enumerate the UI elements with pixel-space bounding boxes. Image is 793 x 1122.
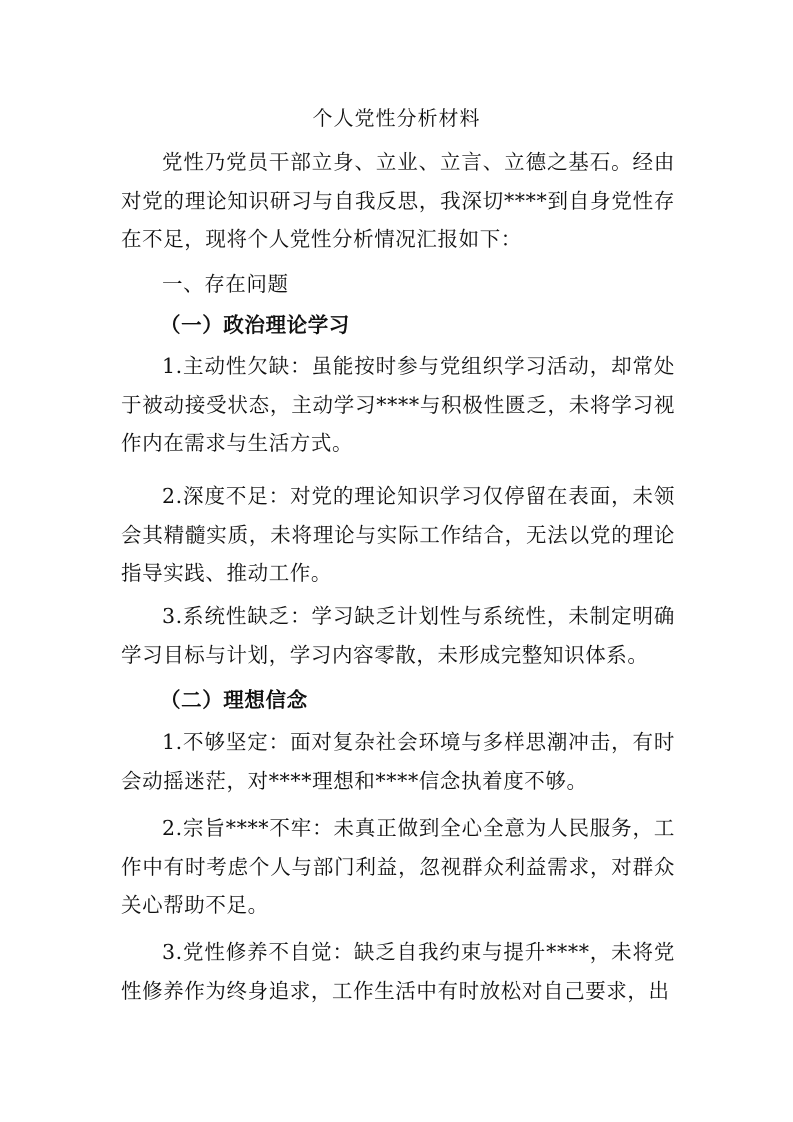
document-title: 个人党性分析材料: [312, 106, 481, 130]
list-item-self-cultivation: 3.党性修养不自觉：缺乏自我约束与提升****，未将党性修养作为终身追求，工作生活中有时放松对自己要求，出: [121, 940, 675, 1003]
subsection-heading-political-theory: （一）政治理论学习: [160, 313, 350, 337]
list-item-initiative: 1.主动性欠缺：虽能按时参与党组织学习活动，却常处于被动接受状态，主动学习****与积极性匮乏，未将学习视作内在需求与生活方式。: [121, 354, 675, 455]
list-item-system: 3.系统性缺乏：学习缺乏计划性与系统性，未制定明确学习目标与计划，学习内容零散，未形成完整知识体系。: [121, 604, 675, 667]
section-heading-problems: 一、存在问题: [162, 272, 289, 296]
subsection-heading-ideals: （二）理想信念: [160, 688, 308, 712]
list-item-purpose: 2.宗旨****不牢：未真正做到全心全意为人民服务，工作中有时考虑个人与部门利益，忽视群众利益需求，对群众关心帮助不足。: [121, 816, 675, 917]
list-item-firmness: 1.不够坚定：面对复杂社会环境与多样思潮冲击，有时会动摇迷茫，对****理想和****信念执着度不够。: [121, 730, 675, 793]
intro-paragraph: 党性乃党员干部立身、立业、立言、立德之基石。经由对党的理论知识研习与自我反思，我深切****到自身党性存在不足，现将个人党性分析情况汇报如下：: [121, 150, 675, 251]
list-item-depth: 2.深度不足：对党的理论知识学习仅停留在表面，未领会其精髓实质，未将理论与实际工作结合，无法以党的理论指导实践、推动工作。: [121, 484, 675, 585]
